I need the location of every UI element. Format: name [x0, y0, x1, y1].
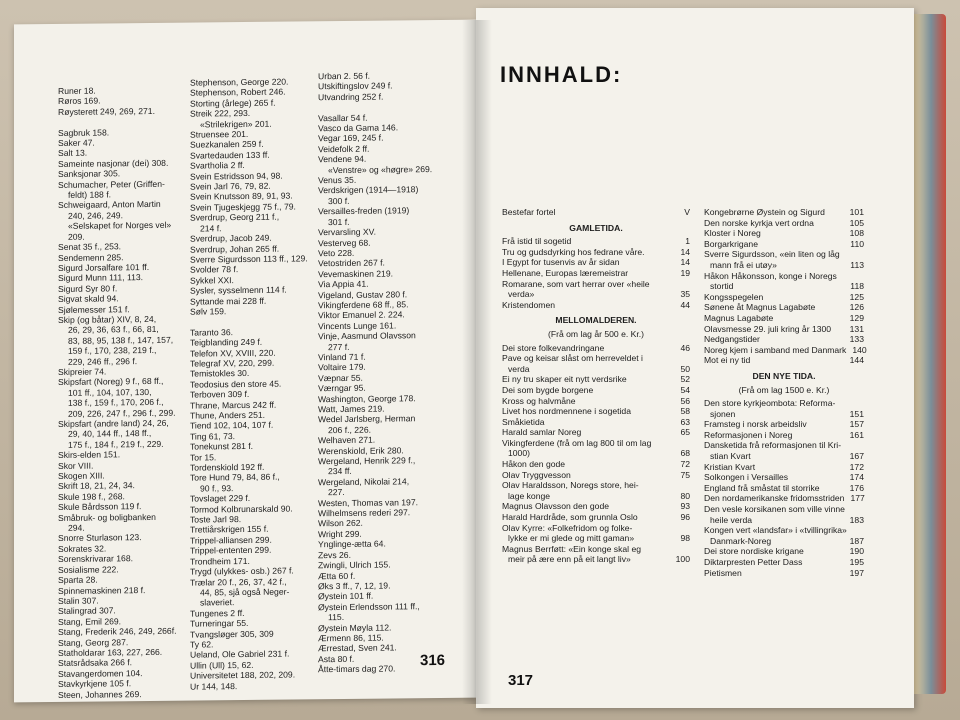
index-entry: Suezkanalen 259 f. — [190, 139, 264, 151]
index-entry: Watt, James 219. — [318, 403, 385, 415]
index-entry: Skipsfart (andre land) 24, 26, — [58, 417, 169, 429]
index-entry: Stephenson, Robert 246. — [190, 86, 286, 98]
toc-entry: Olav Tryggvesson 75 — [502, 469, 690, 480]
index-entry: Utvandring 252 f. — [318, 91, 384, 103]
toc-entry: Kristendomen 44 — [502, 299, 690, 310]
index-entry: Sverdrup, Jacob 249. — [190, 232, 272, 244]
toc-entry: Den nordamerikanske fridomsstriden 177 — [704, 493, 865, 504]
index-entry: Ting 61, 73. — [190, 430, 236, 442]
toc-entry: Kongebrørne Øystein og Sigurd 101 — [704, 207, 864, 217]
toc-section-heading: GAMLETIDA. — [569, 222, 623, 233]
toc-section-heading: DEN NYE TIDA. — [752, 370, 816, 381]
index-entry: Stavangerdomen 104. — [58, 667, 143, 679]
index-entry: Trygd (ulykkes- osb.) 267 f. — [190, 565, 294, 577]
toc-entry: Kristian Kvart 172 — [704, 461, 864, 472]
index-entry: 294. — [68, 522, 85, 533]
index-entry: 29, 40, 144 ff., 148 ff., — [68, 428, 152, 440]
index-entry: Tordenskiold 192 ff. — [190, 461, 265, 473]
index-entry: 101 ff., 104, 107, 130, — [68, 386, 152, 398]
toc-entry: Håkon den gode 72 — [502, 459, 690, 470]
toc-entry: Magnus Lagabøte 129 — [704, 312, 864, 323]
toc-entry: Olavsmesse 29. juli kring år 1300 131 — [704, 323, 864, 334]
index-entry: Vevemaskinen 219. — [318, 268, 394, 279]
index-entry: 83, 88, 95, 138 f., 147, 157, — [68, 334, 174, 346]
toc-entry-title: Olav Kyrre: «Folkefridom og folke- — [502, 522, 633, 533]
index-entry: 234 ff. — [328, 466, 352, 477]
toc-entry: Frå istid til sogetid 1 — [502, 236, 690, 247]
index-entry: Schweigaard, Anton Martin — [58, 199, 161, 211]
index-entry: Spinnemaskinen 218 f. — [58, 584, 146, 596]
index-entry: Skipsfart (Noreg) 9 f., 68 ff., — [58, 376, 164, 388]
toc-entry: Hellenane, Europas læremeistrar 19 — [502, 267, 690, 278]
toc-entry: Nedgangstider 133 — [704, 334, 864, 345]
toc-entry: England frå småstat til storrike 176 — [704, 482, 864, 493]
toc-entry: sjonen 151 — [710, 408, 864, 419]
index-entry: Wergeland, Nikolai 214, — [318, 476, 410, 488]
index-entry: Sølv 159. — [190, 306, 227, 317]
index-entry: Tormod Kolbrunarskald 90. — [190, 503, 293, 515]
toc-entry: Noreg kjem i samband med Danmark 140 — [704, 344, 867, 355]
index-entry: «Venstre» og «høgre» 269. — [328, 163, 433, 175]
index-entry: Vegar 169, 245 f. — [318, 132, 384, 144]
toc-entry: Harald samlar Noreg 65 — [502, 427, 690, 438]
index-entry: Storting (årlege) 265 f. — [190, 97, 276, 109]
toc-entry: Borgarkrigane 110 — [704, 238, 864, 249]
index-entry: Småbruk- og boligbanken — [58, 511, 156, 523]
index-entry: Schumacher, Peter (Griffen- — [58, 178, 165, 190]
index-entry: Wergeland, Henrik 229 f., — [318, 455, 416, 467]
toc-entry: Dei store nordiske krigane 190 — [704, 546, 864, 557]
index-entry: Skule Bårdsson 119 f. — [58, 501, 142, 513]
index-entry: Ty 62. — [190, 639, 214, 650]
toc-entry: heile verda 183 — [710, 514, 864, 525]
index-entry: Asta 80 f. — [318, 653, 355, 664]
index-entry: Zevs 26. — [318, 549, 351, 560]
index-entry: Universitetet 188, 202, 209. — [190, 669, 296, 681]
index-entry: Tonekunst 281 f. — [190, 441, 254, 452]
toc-column-2 — [704, 207, 867, 578]
index-entry: Stalingrad 307. — [58, 605, 116, 617]
toc-entry-title: Magnus Berrføtt: «Ein konge skal eg — [502, 543, 642, 554]
index-entry: Vikingferdene 68 ff., 85. — [318, 299, 409, 311]
index-entry: «Strilekrigen» 201. — [200, 118, 272, 130]
toc-entry: Magnus Olavsson den gode 93 — [502, 501, 690, 512]
toc-entry: Mot ei ny tid 144 — [704, 355, 864, 366]
index-column-2 — [190, 76, 308, 691]
page-number-left: 316 — [420, 651, 446, 670]
index-entry: Werenskiold, Erik 280. — [318, 444, 404, 456]
index-entry: slaveriet. — [200, 597, 235, 608]
index-entry: 159 f., 170, 238, 219 f., — [68, 345, 157, 357]
index-entry: Utskiftingslov 249 f. — [318, 80, 393, 92]
toc-entry: Småkietida 63 — [502, 416, 690, 427]
index-entry: Ærrestad, Sven 241. — [318, 642, 397, 654]
index-entry: Sigurd Syr 80 f. — [58, 283, 118, 294]
index-entry: 301 f. — [328, 216, 350, 227]
index-entry: Sparta 28. — [58, 574, 98, 586]
index-entry: 240, 246, 249. — [68, 210, 123, 221]
toc-entry: stortid 118 — [710, 281, 864, 292]
index-entry: Tor 15. — [190, 451, 217, 463]
index-entry: Røros 169. — [58, 95, 101, 107]
index-entry: Tungenes 2 ff. — [190, 607, 245, 619]
toc-entry: verda 50 — [508, 363, 690, 374]
toc-entry-title: Sverre Sigurdsson, «ein liten og låg — [704, 249, 840, 260]
index-entry: Turneringar 55. — [190, 618, 249, 629]
index-entry: Skipreier 74. — [58, 366, 107, 377]
toc-entry: Sønene åt Magnus Lagabøte 126 — [704, 302, 864, 313]
toc-column-1 — [502, 207, 690, 565]
index-entry: Runer 18. — [58, 85, 96, 96]
index-entry: Statsrådsaka 266 f. — [58, 657, 133, 669]
index-entry: 138 f., 159 f., 170, 206 f., — [68, 397, 164, 409]
page-title: INNHALD: — [500, 62, 623, 87]
index-entry: Streik 222, 293. — [190, 108, 251, 119]
index-entry: Teodosius den store 45. — [190, 378, 282, 390]
index-entry: Temistokles 30. — [190, 368, 250, 379]
index-entry: Skirs-elden 151. — [58, 449, 121, 461]
index-entry: Trippel-ententen 299. — [190, 545, 272, 556]
toc-entry: Pietismen 197 — [704, 567, 864, 578]
toc-entry: Kongsspegelen 125 — [704, 291, 864, 302]
index-entry: Sosialisme 222. — [58, 564, 119, 575]
toc-entry-title: Kongen vert «landsfar» i «tvillingrika» — [704, 525, 847, 536]
index-entry: Sverre Sigurdsson 113 ff., 129. — [190, 253, 308, 265]
index-entry: Vinje, Aasmund Olavsson — [318, 330, 416, 342]
index-entry: Skor VIII. — [58, 460, 94, 471]
index-entry: Stalin 307. — [58, 595, 99, 606]
index-entry: Sverdrup, Johan 265 ff. — [190, 243, 280, 255]
toc-entry: Kross og halvmåne 56 — [502, 395, 690, 406]
toc-entry: Dei store folkevandringane 46 — [502, 342, 690, 353]
index-entry: Tore Hund 79, 84, 86 f., — [190, 472, 280, 484]
toc-entry: Livet hos nordmennene i sogetida 58 — [502, 406, 690, 417]
index-entry: Ætta 60 f. — [318, 570, 356, 581]
index-entry: Øks 3 ff., 7, 12, 19. — [318, 580, 391, 592]
index-entry: Tvangsløger 305, 309 — [190, 628, 274, 640]
book-gutter — [462, 20, 492, 704]
index-entry: Svolder 78 f. — [190, 264, 239, 275]
index-entry: Washington, George 178. — [318, 392, 416, 404]
toc-entry: Harald Hardråde, som grunnla Oslo 96 — [502, 512, 690, 523]
index-entry: 26, 29, 36, 63 f., 66, 81, — [68, 324, 159, 336]
index-entry: 214 f. — [200, 222, 222, 234]
index-entry: Sigurd Jorsalfare 101 ff. — [58, 261, 150, 273]
index-entry: Salt 13. — [58, 148, 88, 159]
index-entry: Værngar 95. — [318, 382, 366, 394]
index-entry: Åtte-timars dag 270. — [318, 663, 396, 675]
index-entry: Urban 2. 56 f. — [318, 70, 371, 82]
toc-entry: Ei ny tru skaper eit nytt verdsrike 52 — [502, 374, 690, 385]
index-entry: Welhaven 271. — [318, 434, 376, 446]
index-entry: Saker 47. — [58, 137, 95, 148]
index-entry: Struensee 201. — [190, 128, 249, 140]
index-entry: Teigblanding 249 f. — [190, 336, 263, 348]
index-entry: Sverdrup, Georg 211 f., — [190, 211, 280, 223]
index-entry: Sendemenn 285. — [58, 251, 124, 263]
index-entry: Stang, Emil 269. — [58, 616, 122, 627]
toc-entry-title: Den vesle korsikanen som ville vinne — [704, 504, 845, 515]
index-entry: Syttande mai 228 ff. — [190, 295, 267, 307]
index-entry: Vasco da Gama 146. — [318, 122, 399, 134]
index-entry: Steen, Johannes 269. — [58, 688, 142, 700]
toc-entry-title: Romarane, som vart herrar over «heile — [502, 278, 650, 289]
index-entry: Vigeland, Gustav 280 f. — [318, 288, 408, 300]
index-entry: Veto 228. — [318, 247, 355, 259]
index-entry: 229, 246 ff., 296 f. — [68, 355, 138, 367]
index-entry: Trippel-alliansen 299. — [190, 534, 272, 546]
toc-entry-title: Håkon Håkonsson, konge i Noregs — [704, 270, 837, 281]
index-entry: Trælar 20 f., 26, 37, 42 f., — [190, 576, 287, 588]
index-entry: 90 f., 93. — [200, 482, 234, 494]
index-entry: 277 f. — [328, 341, 350, 352]
index-entry: 209. — [68, 231, 85, 242]
toc-entry: Bestefar fortel V — [502, 207, 690, 217]
toc-entry: Solkongen i Versailles 174 — [704, 472, 864, 483]
index-entry: Ærmenn 86, 115. — [318, 632, 384, 644]
index-entry: 44, 85, sjå også Neger- — [200, 586, 290, 598]
index-entry: Svein Knutsson 89, 91, 93. — [190, 190, 293, 203]
toc-entry: Danmark-Noreg 187 — [710, 535, 864, 546]
toc-entry: Dei som bygde borgene 54 — [502, 384, 690, 395]
left-page — [14, 20, 476, 703]
index-entry: Sokrates 32. — [58, 543, 107, 554]
index-entry: «Selskapet for Norges vel» — [68, 220, 172, 232]
toc-entry: lykke er mi glede og mitt gaman» 98 — [508, 533, 690, 544]
toc-section-subheading: (Frå om lag 1500 e. Kr.) — [738, 384, 830, 395]
index-entry: Sameinte nasjonar (dei) 308. — [58, 157, 169, 169]
index-entry: Senat 35 f., 253. — [58, 241, 122, 253]
index-entry: Vetostriden 267 f. — [318, 257, 385, 269]
index-entry: Venus 35. — [318, 174, 357, 186]
toc-section-subheading: (Frå om lag år 500 e. Kr.) — [548, 328, 644, 339]
index-entry: Væpnar 55. — [318, 372, 363, 384]
index-entry: 175 f., 184 f., 219 f., 229. — [68, 438, 164, 450]
index-entry: Stang, Georg 287. — [58, 636, 129, 648]
index-entry: Trettiårskrigen 155 f. — [190, 524, 269, 536]
index-entry: Skrift 18, 21, 24, 34. — [58, 480, 135, 492]
index-entry: Skule 198 f., 268. — [58, 491, 125, 502]
index-entry: Wright 299. — [318, 528, 362, 540]
index-entry: Skip (og båtar) XIV, 8, 24, — [58, 313, 157, 325]
index-entry: Svein Estridsson 94, 98. — [190, 170, 283, 182]
index-entry: Sanksjonar 305. — [58, 168, 121, 180]
index-entry: Røysterett 249, 269, 271. — [58, 105, 155, 117]
index-entry: Sykkel XXI. — [190, 274, 234, 286]
index-entry: Toste Jarl 98. — [190, 514, 242, 525]
index-entry: Veidefolk 2 ff. — [318, 143, 370, 155]
index-entry: Via Appia 41. — [318, 278, 369, 290]
index-entry: Skogen XIII. — [58, 470, 105, 481]
index-entry: Statholdarar 163, 227, 266. — [58, 646, 163, 658]
index-entry: Vendene 94. — [318, 153, 367, 165]
toc-entry-title: Den store kyrkjeombota: Reforma- — [704, 398, 836, 409]
index-entry: Sjølemesser 151 f. — [58, 303, 130, 315]
index-entry: 209, 226, 247 f., 296 f., 299. — [68, 407, 176, 419]
toc-entry: Diktarpresten Petter Dass 195 — [704, 557, 864, 567]
index-entry: Svein Tjugeskjegg 75 f., 79. — [190, 201, 296, 213]
toc-entry-title: Pave og keisar slåst om herreveldet i — [502, 353, 643, 364]
index-entry: Sorenskrivarar 168. — [58, 553, 133, 565]
index-entry: Versailles-freden (1919) — [318, 205, 410, 217]
toc-entry: verda» 35 — [508, 289, 690, 300]
toc-entry: 1000) 68 — [508, 448, 690, 459]
toc-entry: mann frå ei utøy» 113 — [710, 259, 864, 270]
toc-entry: Framsteg i norsk arbeidsliv 157 — [704, 419, 864, 430]
index-entry: Wilhelmsens rederi 297. — [318, 507, 411, 519]
toc-entry-title: Olav Haraldsson, Noregs store, hei- — [502, 480, 639, 491]
index-entry: 227. — [328, 487, 345, 498]
toc-entry: meir på ære enn på eit langt liv» 100 — [508, 554, 690, 565]
toc-entry: I Egypt for tusenvis av år sidan 14 — [502, 257, 690, 268]
toc-section-heading: MELLOMALDEREN. — [555, 315, 637, 326]
toc-entry: Tru og gudsdyrking hos fedrane våre. 14 — [502, 246, 690, 257]
index-column-1 — [58, 85, 176, 700]
index-entry: Terboven 309 f. — [190, 389, 250, 400]
index-entry: Øystein Møyla 112. — [318, 621, 392, 633]
index-entry: Vinland 71 f. — [318, 351, 366, 363]
index-entry: Telegraf XV, 220, 299. — [190, 357, 275, 369]
index-entry: Ur 144, 148. — [190, 680, 238, 692]
index-entry: 115. — [328, 612, 345, 623]
index-entry: Verdskrigen (1914—1918) — [318, 184, 419, 196]
index-entry: Tovslaget 229 f. — [190, 493, 251, 504]
index-entry: Taranto 36. — [190, 326, 233, 338]
toc-entry: lage konge 80 — [508, 490, 690, 501]
index-entry: Westen, Thomas van 197. — [318, 496, 418, 508]
index-entry: Øystein 101 ff. — [318, 590, 374, 602]
index-entry: Viktor Emanuel 2. 224. — [318, 309, 405, 321]
index-entry: Sigvat skald 94. — [58, 293, 119, 305]
index-entry: Zwingli, Ulrich 155. — [318, 559, 391, 571]
index-entry: Vincents Lunge 161. — [318, 320, 397, 331]
index-entry: Sagbruk 158. — [58, 127, 110, 138]
index-entry: Vasallar 54 f. — [318, 112, 368, 123]
index-entry: Sysler, sysselmenn 114 f. — [190, 284, 287, 296]
index-entry: Ueland, Ole Gabriel 231 f. — [190, 648, 290, 660]
index-entry: 300 f. — [328, 195, 350, 207]
index-entry: Stephenson, George 220. — [190, 76, 289, 88]
index-column-3 — [318, 70, 432, 675]
index-entry: Ullin (Ull) 15, 62. — [190, 659, 254, 671]
index-entry: feldt) 188 f. — [68, 189, 111, 200]
toc-entry: stian Kvart 167 — [710, 451, 864, 462]
index-entry: Vervarsling XV. — [318, 226, 376, 238]
page-number-right: 317 — [508, 672, 534, 689]
index-entry: Tiend 102, 104, 107 f. — [190, 420, 274, 431]
index-entry: Thune, Anders 251. — [190, 409, 266, 421]
index-entry: Svein Jarl 76, 79, 82. — [190, 180, 271, 192]
index-entry: Voltaire 179. — [318, 362, 366, 373]
index-entry: Svartholia 2 ff. — [190, 160, 245, 171]
index-entry: Sigurd Munn 111, 113. — [58, 272, 144, 284]
index-entry: Vesterveg 68. — [318, 237, 371, 248]
index-entry: Wilson 262. — [318, 518, 363, 529]
index-entry: Svartedauden 133 ff. — [190, 149, 270, 161]
toc-entry-title: Vikingferdene (frå om lag 800 til om lag — [502, 437, 652, 448]
index-entry: Trondheim 171. — [190, 555, 250, 567]
toc-entry: Reformasjonen i Noreg 161 — [704, 429, 864, 440]
index-entry: Stavkyrkjene 105 f. — [58, 678, 132, 690]
index-entry: Snorre Sturlason 123. — [58, 532, 142, 544]
toc-entry: Kloster i Noreg 108 — [704, 228, 864, 239]
index-entry: Øystein Erlendsson 111 ff., — [318, 600, 420, 612]
toc-entry-title: Dansketida frå reformasjonen til Kri- — [704, 440, 842, 451]
index-entry: 206 f., 226. — [328, 424, 372, 435]
toc-entry: Den norske kyrkja vert ordna 105 — [704, 217, 864, 228]
index-entry: Ynglinge-ætta 64. — [318, 538, 386, 550]
index-entry: Stang, Frederik 246, 249, 266f. — [58, 625, 177, 638]
index-entry: Thrane, Marcus 242 ff. — [190, 399, 277, 411]
index-entry: Telefon XV, XVIII, 220. — [190, 347, 276, 359]
index-entry: Wedel Jarlsberg, Herman — [318, 413, 416, 425]
